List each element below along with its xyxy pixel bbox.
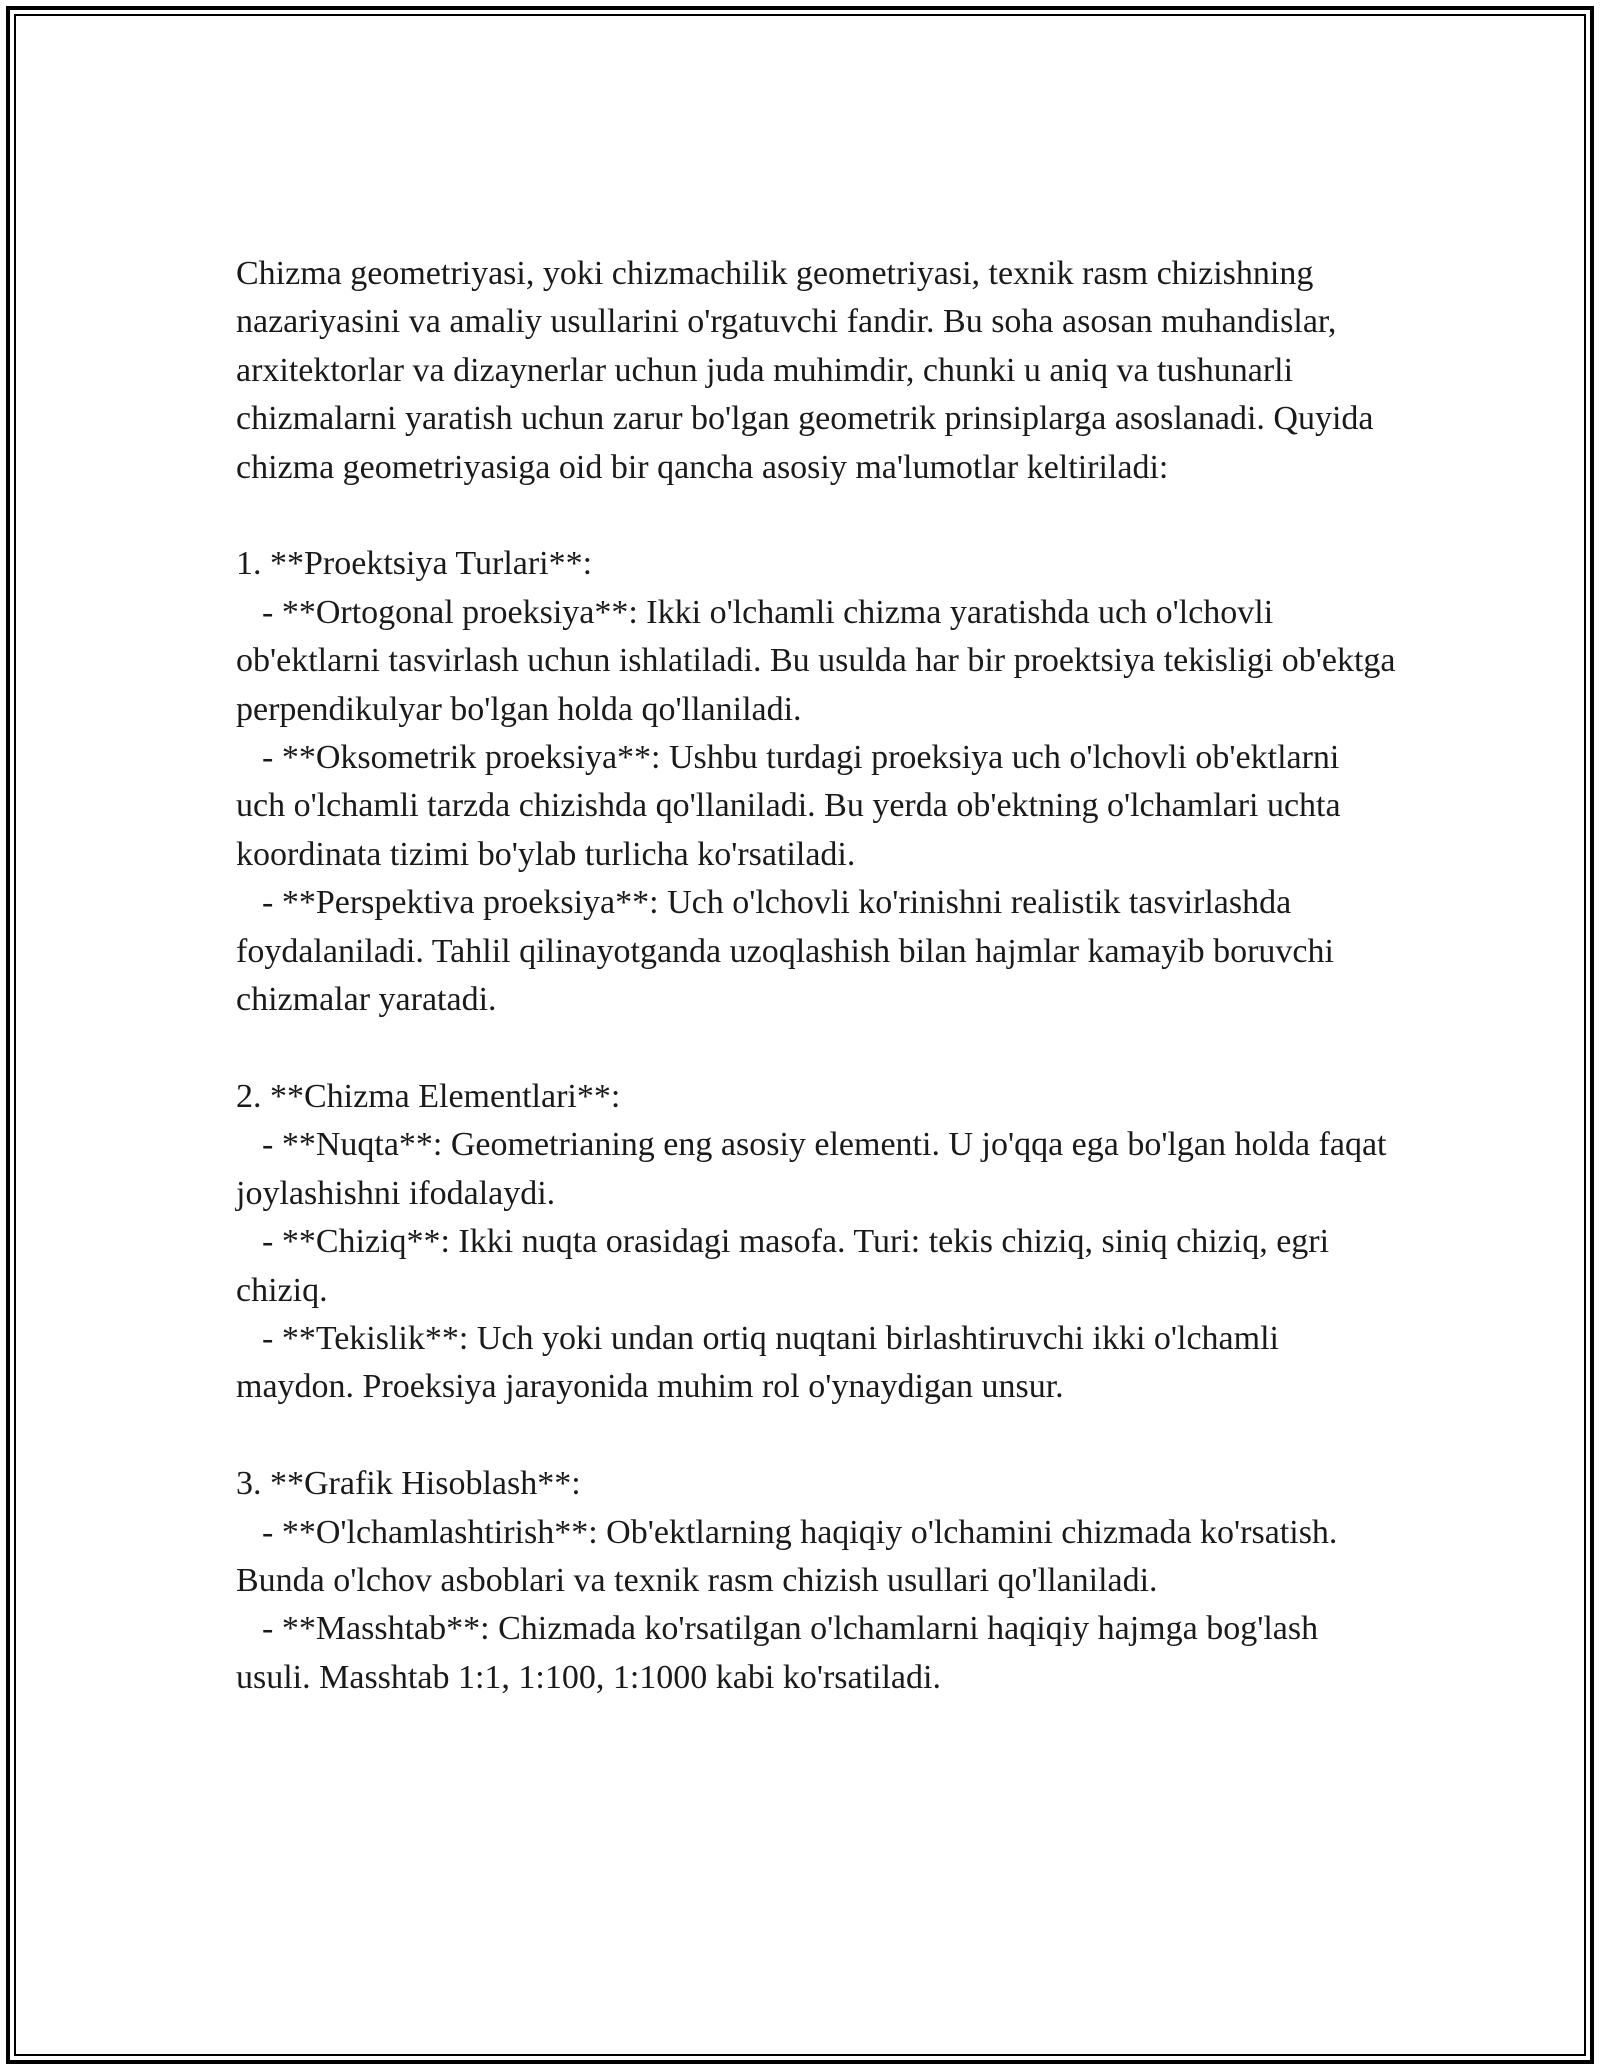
section-heading: 2. **Chizma Elementlari**: [236, 1077, 621, 1115]
list-item: - **Oksometrik proeksiya**: Ushbu turdagi proeksiya uch o'lchovli ob'ektlarni uch o'lchamli tarzda chizishda qo'llaniladi. Bu yerda ob'ektning o'lchamlari uchta koordinata tizimi bo'ylab turlicha ko'rsatiladi. [236, 739, 1350, 873]
paragraph-spacer [236, 1412, 1396, 1460]
list-item: - **Perspektiva proeksiya**: Uch o'lchovli ko'rinishni realistik tasvirlashda foydalaniladi. Tahlil qilinayotganda uzoqlashish bilan hajmlar kamayib boruvchi chizmalar yaratadi. [236, 884, 1343, 1019]
list-item: - **Ortogonal proeksiya**: Ikki o'lchamli chizma yaratishda uch o'lchovli ob'ektlarni tasvirlash uchun ishlatiladi. Bu usulda har bir proektsiya tekisligi ob'ektga perpendikulyar bo'lgan holda qo'llaniladi. [236, 593, 1405, 728]
paragraph-spacer [236, 492, 1396, 540]
list-item: - **Masshtab**: Chizmada ko'rsatilgan o'lchamlarni haqiqiy hajmga bog'lash usuli. Masshtab 1:1, 1:100, 1:1000 kabi ko'rsatiladi. [236, 1610, 1327, 1696]
section-heading: 3. **Grafik Hisoblash**: [236, 1465, 581, 1503]
paragraph-spacer [236, 1024, 1396, 1072]
section-heading: 1. **Proektsiya Turlari**: [236, 545, 593, 583]
list-item: - **Tekislik**: Uch yoki undan ortiq nuqtani birlashtiruvchi ikki o'lchamli maydon. Proeksiya jarayonida muhim rol o'ynaydigan unsur. [236, 1319, 1288, 1406]
list-item: - **Nuqta**: Geometrianing eng asosiy elementi. U jo'qqa ega bo'lgan holda faqat joylashishni ifodalaydi. [236, 1126, 1395, 1212]
list-item: - **Chiziq**: Ikki nuqta orasidagi masofa. Turi: tekis chiziq, siniq chiziq, egri chiziq. [236, 1223, 1338, 1309]
section-projection-types [236, 540, 1405, 1024]
document-body [236, 250, 1405, 1702]
list-item: - **O'lchamlashtirish**: Ob'ektlarning haqiqiy o'lchamini chizmada ko'rsatish. Bunda o'lchov asboblari va texnik rasm chizish usullari qo'llaniladi. [236, 1513, 1346, 1599]
intro-paragraph: Chizma geometriyasi, yoki chizmachilik geometriyasi, texnik rasm chizishning nazariyasini va amaliy usullarini o'rgatuvchi fandir. Bu soha asosan muhandislar, arxitektorlar va dizaynerlar uchun juda muhimdir, chunki u aniq va tushunarli chizmalarni yaratish uchun zarur bo'lgan geometrik prinsiplarga asoslanadi. Quyida chizma geometriyasiga oid bir qancha asosiy ma'lumotlar keltiriladi: [236, 255, 1383, 486]
section-graphic-calculation [236, 1460, 1396, 1702]
section-drawing-elements [236, 1073, 1396, 1412]
